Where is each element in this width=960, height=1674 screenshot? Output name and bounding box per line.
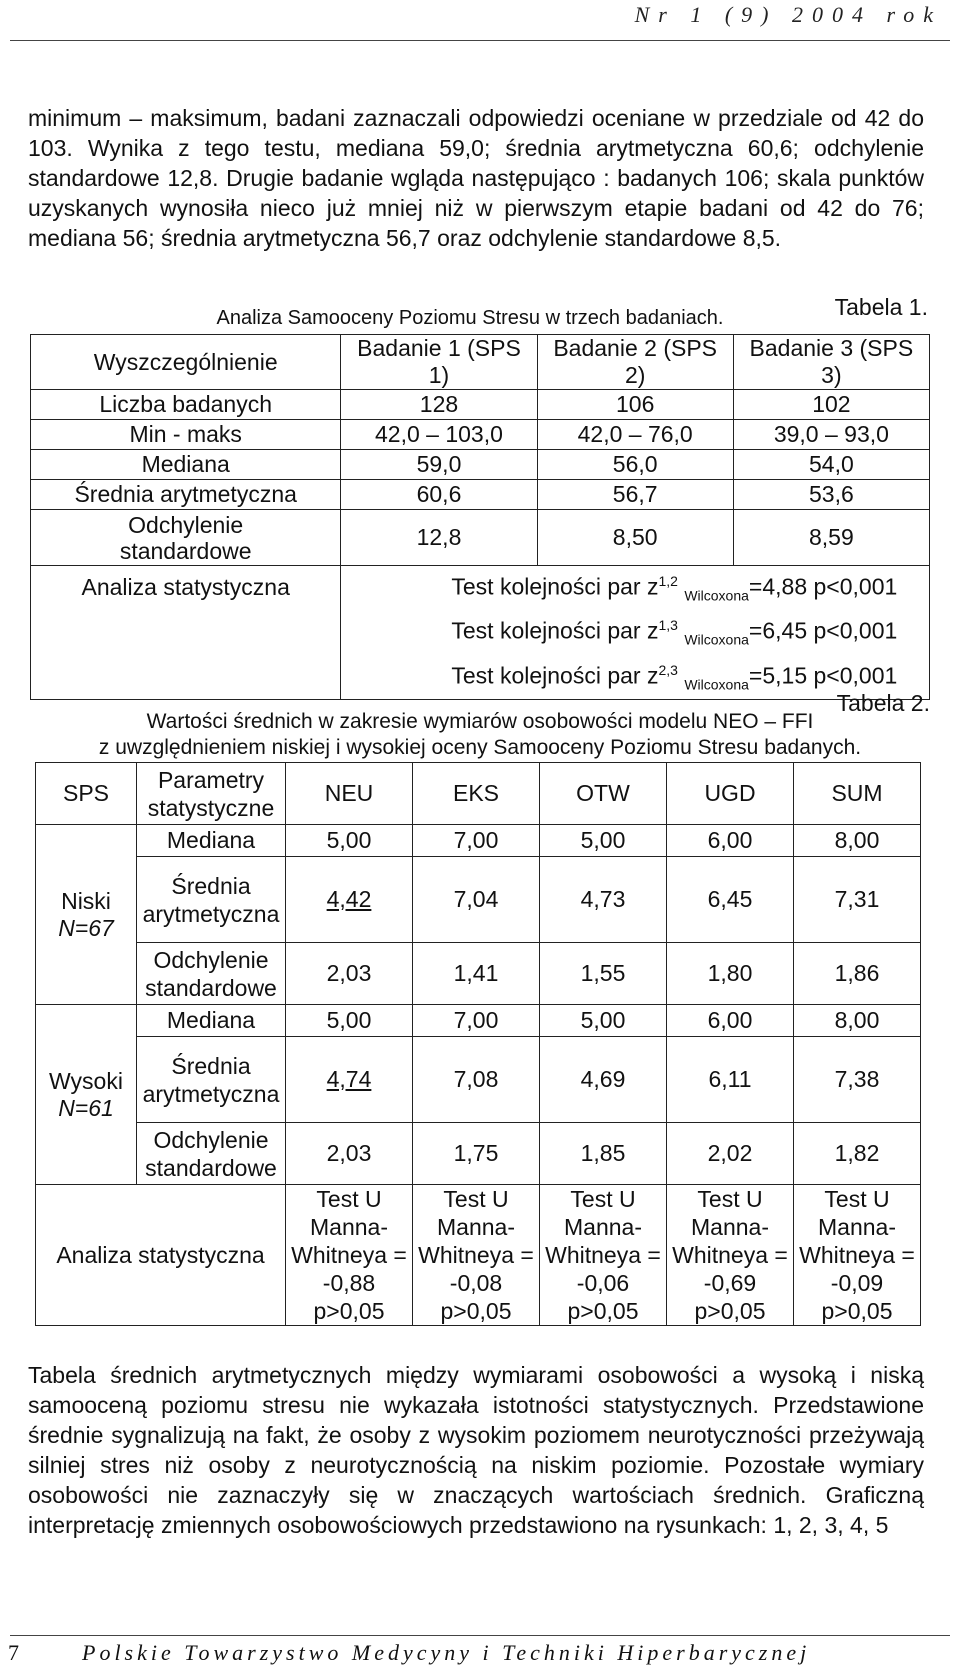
table2-param: Mediana <box>137 825 286 857</box>
table2-cell: 1,85 <box>540 1123 667 1185</box>
table2-cell: 5,00 <box>540 1005 667 1037</box>
table2-row <box>36 1037 921 1123</box>
table2-caption-line1: Wartości średnich w zakresie wymiarów osobowości modelu NEO – FFI <box>146 710 814 733</box>
table1-row <box>31 390 930 420</box>
table1-row <box>31 420 930 450</box>
table2-cell: 6,11 <box>667 1037 794 1123</box>
table1-cell: Średnia arytmetyczna <box>31 480 341 510</box>
group-n: N=61 <box>58 1094 114 1121</box>
table1-test-line: Test kolejności par $z^{1,2}$ $_{Wilcoxona}$=4,88 p<0,001 <box>451 573 898 604</box>
table2-header-row <box>36 763 921 825</box>
journal-issue-header: Nr 1 (9) 2004 rok <box>634 2 942 27</box>
table2-cell: 4,69 <box>540 1037 667 1123</box>
table2-cell: 7,38 <box>794 1037 921 1123</box>
table2-cell: 8,00 <box>794 825 921 857</box>
table2-param: Odchylenie standardowe <box>137 1123 286 1185</box>
table2-cell: 7,31 <box>794 857 921 943</box>
table2-cell: 1,75 <box>413 1123 540 1185</box>
header-rule <box>10 40 950 41</box>
conclusion-paragraph: Tabela średnich arytmetycznych między wymiarami osobowości a wysoką i niską samooceną poziomu stresu nie wykazała istotności statystycznych. Przedstawione średnie sygnalizują na fakt, że osoby z wysokim poziomem neurotyczności przeżywają silniej stres niż osoby z neurotycznością na niskim poziomie. Pozostałe wymiary osobowości nie zaznaczyły się w znaczących wartościach średnich. Graficzną interpretację zmiennych osobowościowych przedstawiono na rysunkach: 1, 2, 3, 4, 5 <box>28 1362 924 1538</box>
table2-col-header: EKS <box>413 763 540 825</box>
table2-neo-ffi-means <box>35 762 921 1326</box>
table2-cell: 4,73 <box>540 857 667 943</box>
table1-header: Badanie 3 (SPS 3) <box>733 335 929 390</box>
table2-caption-line2: z uwzględnieniem niskiej i wysokiej oceny Samooceny Poziomu Stresu badanych. <box>98 736 862 759</box>
table2-cell: 1,80 <box>667 943 794 1005</box>
table2-stat-cell: Test U Manna-Whitneya = -0,88 p>0,05 <box>286 1185 413 1326</box>
table2-row <box>36 943 921 1005</box>
table1-header-row <box>31 335 930 390</box>
table1-cell: Mediana <box>31 450 341 480</box>
table2-param: Mediana <box>137 1005 286 1037</box>
table2-col-header: SUM <box>794 763 921 825</box>
intro-paragraph: minimum – maksimum, badani zaznaczali odpowiedzi oceniane w przedziale od 42 do 103. Wynika z tego testu, mediana 59,0; średnia arytmetyczna 60,6; odchylenie standardowe 12,8. Drugie badanie wgląda następująco : badanych 106; skala punktów uzyskanych wynosiła nieco już mniej niż w pierwszym etapie badani od 42 do 76; mediana 56; średnia arytmetyczna 56,7 oraz odchylenie standardowe 8,5. <box>28 105 924 251</box>
table1-tests-cell <box>341 566 930 700</box>
table2-cell: 2,03 <box>286 943 413 1005</box>
table2-row <box>36 1005 921 1037</box>
table1-cell: 106 <box>537 390 733 420</box>
table2-stat-cell: Test U Manna-Whitneya = -0,09 p>0,05 <box>794 1185 921 1326</box>
table1-cell: 39,0 – 93,0 <box>733 420 929 450</box>
table2-header-params: Parametry statystyczne <box>137 763 286 825</box>
table1-caption: Analiza Samooceny Poziomu Stresu w trzech badaniach. <box>216 307 724 329</box>
table2-col-header: UGD <box>667 763 794 825</box>
table2-col-header: OTW <box>540 763 667 825</box>
table2-cell: 1,55 <box>540 943 667 1005</box>
table1-header: Badanie 1 (SPS 1) <box>341 335 537 390</box>
table1-row <box>31 450 930 480</box>
table1-cell: 59,0 <box>341 450 537 480</box>
table1-cell: 12,8 <box>341 510 537 566</box>
table2-row <box>36 857 921 943</box>
table2-col-header: NEU <box>286 763 413 825</box>
table1-cell: 42,0 – 103,0 <box>341 420 537 450</box>
footer-society-title: Polskie Towarzystwo Medycyny i Techniki Hiperbarycznej <box>82 1640 811 1665</box>
table2-group-wysoki <box>36 1005 137 1185</box>
table1-cell: 128 <box>341 390 537 420</box>
table1-stat-label: Analiza statystyczna <box>31 566 341 700</box>
table2-cell: 8,00 <box>794 1005 921 1037</box>
table2-param: Odchylenie standardowe <box>137 943 286 1005</box>
table2-stat-label: Analiza statystyczna <box>36 1185 286 1326</box>
table1-cell: Min - maks <box>31 420 341 450</box>
table1-cell: 102 <box>733 390 929 420</box>
table1-cell: 8,59 <box>733 510 929 566</box>
table2-row <box>36 1123 921 1185</box>
table1-cell: 8,50 <box>537 510 733 566</box>
table2-cell: 1,82 <box>794 1123 921 1185</box>
table1-test-line: Test kolejności par $z^{1,3}$ $_{Wilcoxona}$=6,45 p<0,001 <box>451 617 898 648</box>
table2-stat-cell: Test U Manna-Whitneya = -0,08 p>0,05 <box>413 1185 540 1326</box>
table2-label: Tabela 2. <box>836 690 930 716</box>
table2-stat-cell: Test U Manna-Whitneya = -0,06 p>0,05 <box>540 1185 667 1326</box>
table2-cell: 5,00 <box>286 825 413 857</box>
table2-stat-row <box>36 1185 921 1326</box>
table2-cell: 5,00 <box>540 825 667 857</box>
table2-cell: 6,45 <box>667 857 794 943</box>
table2-cell: 4,74 <box>286 1037 413 1123</box>
table1-stress-self-assessment <box>30 334 930 700</box>
table2-param: Średnia arytmetyczna <box>137 1037 286 1123</box>
table2-cell: 7,00 <box>413 825 540 857</box>
table2-cell: 7,04 <box>413 857 540 943</box>
page-number: 7 <box>8 1640 19 1665</box>
table1-cell: 53,6 <box>733 480 929 510</box>
table2-cell: 1,41 <box>413 943 540 1005</box>
table2-cell: 6,00 <box>667 825 794 857</box>
table2-cell: 2,03 <box>286 1123 413 1185</box>
table1-test-line: Test kolejności par $z^{2,3}$ $_{Wilcoxona}$=5,15 p<0,001 <box>451 661 898 692</box>
table2-header-sps: SPS <box>36 763 137 825</box>
table1-header: Badanie 2 (SPS 2) <box>537 335 733 390</box>
table1-row <box>31 480 930 510</box>
table2-cell: 5,00 <box>286 1005 413 1037</box>
table1-row <box>31 510 930 566</box>
table1-cell: 56,0 <box>537 450 733 480</box>
table2-cell: 6,00 <box>667 1005 794 1037</box>
footer-rule <box>10 1635 950 1636</box>
table2-cell: 4,42 <box>286 857 413 943</box>
table2-cell: 7,08 <box>413 1037 540 1123</box>
group-name: Niski <box>61 887 111 914</box>
table1-cell: 60,6 <box>341 480 537 510</box>
table1-cell: Liczba badanych <box>31 390 341 420</box>
table1-cell: Odchylenie standardowe <box>31 510 341 566</box>
table1-cell: 56,7 <box>537 480 733 510</box>
group-n: N=67 <box>58 914 114 941</box>
table2-row <box>36 825 921 857</box>
table2-cell: 2,02 <box>667 1123 794 1185</box>
table2-group-niski <box>36 825 137 1005</box>
table1-cell: 54,0 <box>733 450 929 480</box>
group-name: Wysoki <box>49 1067 123 1094</box>
table1-stat-row <box>31 566 930 700</box>
table1-header: Wyszczególnienie <box>31 335 341 390</box>
table2-cell: 1,86 <box>794 943 921 1005</box>
table2-param: Średnia arytmetyczna <box>137 857 286 943</box>
table2-stat-cell: Test U Manna-Whitneya = -0,69 p>0,05 <box>667 1185 794 1326</box>
table1-label: Tabela 1. <box>834 294 928 320</box>
table2-cell: 7,00 <box>413 1005 540 1037</box>
table1-cell: 42,0 – 76,0 <box>537 420 733 450</box>
